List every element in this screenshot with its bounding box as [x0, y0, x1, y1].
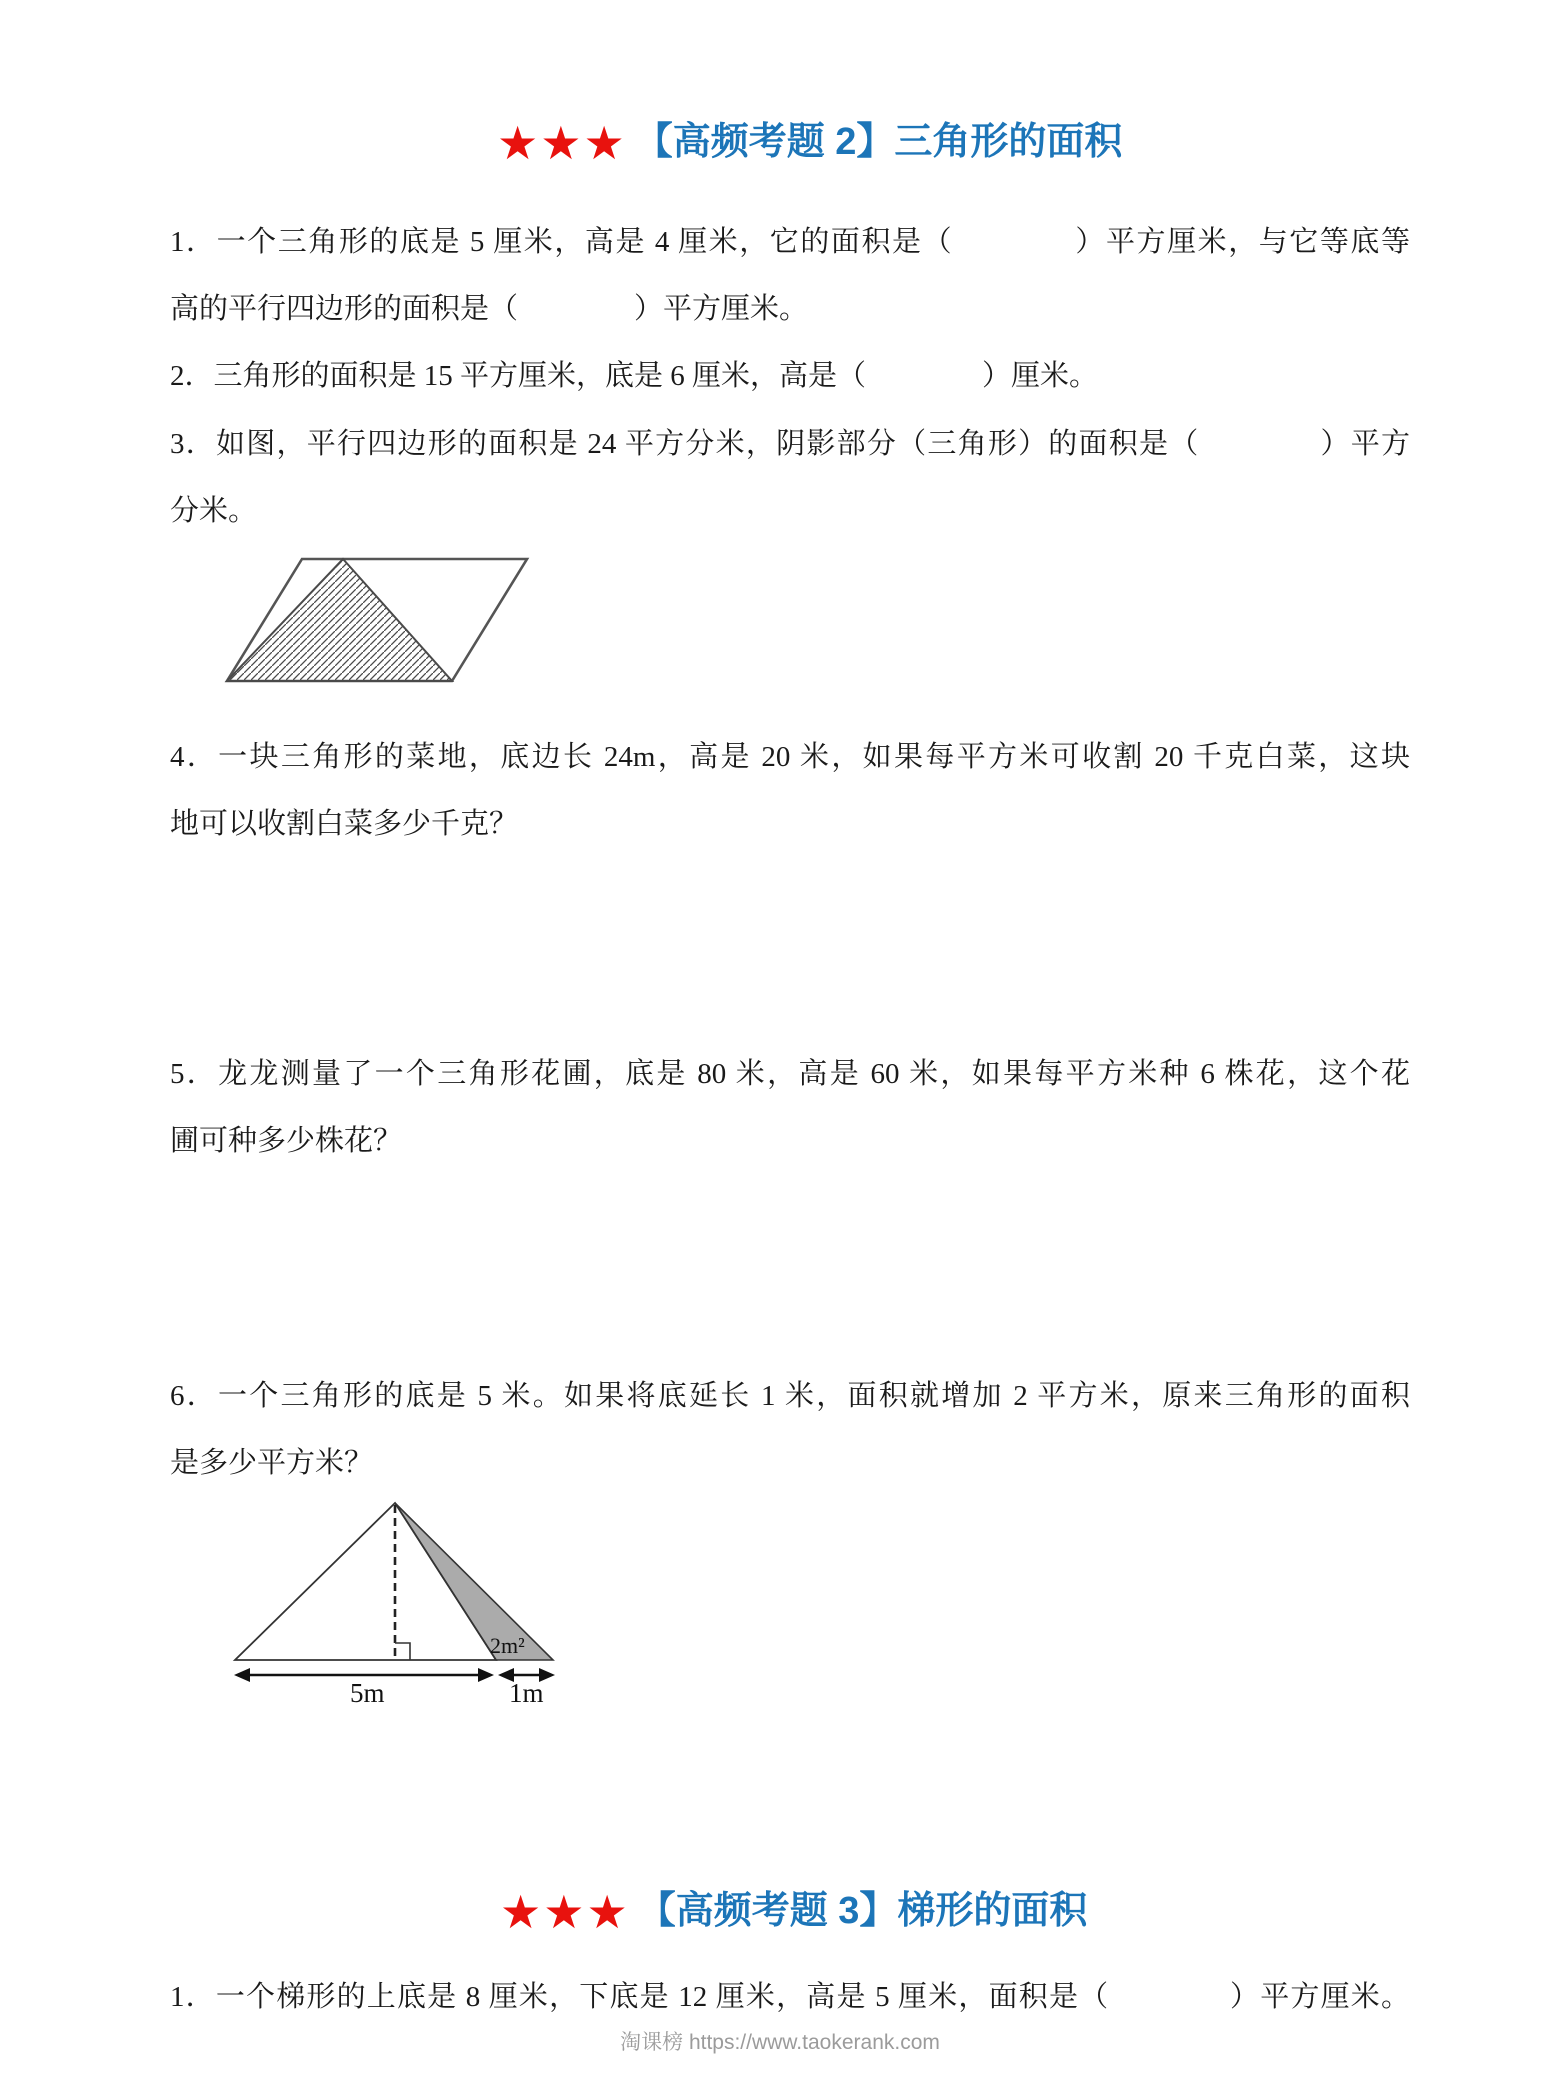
problem-3-line-1: 3．如图，平行四边形的面积是 24 平方分米，阴影部分（三角形）的面积是（ ）平方: [170, 428, 1410, 460]
problem-1-line-1: 1．一个三角形的底是 5 厘米，高是 4 厘米，它的面积是（ ）平方厘米，与它等底等: [170, 226, 1410, 258]
problem-6-line-1: 6．一个三角形的底是 5 米。如果将底延长 1 米，面积就增加 2 平方米，原来三角形的面积: [170, 1380, 1410, 1412]
triangle-svg: [226, 1496, 571, 1706]
footer-watermark: 淘课榜 https://www.taokerank.com: [620, 2031, 940, 2054]
section-title-text: 【高频考题 3】梯形的面积: [637, 1890, 1088, 1933]
three-stars-icon: ★★★: [497, 116, 627, 170]
base-arrow-right-head: [478, 1668, 494, 1682]
problem-2-line-1: 2．三角形的面积是 15 平方厘米，底是 6 厘米，高是（ ）厘米。: [170, 360, 1099, 392]
parallelogram-figure: [223, 554, 535, 693]
base-length-label: 5m: [350, 1678, 385, 1706]
three-stars-icon: ★★★: [500, 1885, 630, 1939]
triangle-figure: [226, 1496, 571, 1711]
problem-5-line-1: 5．龙龙测量了一个三角形花圃，底是 80 米，高是 60 米，如果每平方米种 6 株花，这个花: [170, 1058, 1410, 1090]
extension-length-label: 1m: [509, 1678, 544, 1706]
section-title-trapezoid-area: [500, 1885, 1088, 1939]
problem-4-line-1: 4．一块三角形的菜地，底边长 24m，高是 20 米，如果每平方米可收割 20 千克白菜，这块: [170, 741, 1410, 773]
section-title-text: 【高频考题 2】三角形的面积: [634, 121, 1123, 164]
problem-6-line-2: 是多少平方米？: [170, 1447, 374, 1479]
parallelogram-svg: [223, 554, 535, 688]
trapezoid-problem-1-line-1: 1．一个梯形的上底是 8 厘米，下底是 12 厘米，高是 5 厘米，面积是（ ）平方厘米。: [170, 1981, 1410, 2013]
problem-5-line-2: 圃可种多少株花？: [170, 1125, 403, 1157]
problem-4-line-2: 地可以收割白菜多少千克？: [170, 808, 519, 840]
right-angle-marker: [395, 1643, 410, 1660]
base-arrow-left-head: [234, 1668, 250, 1682]
gray-area-triangle: [395, 1503, 553, 1660]
problem-1-line-2: 高的平行四边形的面积是（ ）平方厘米。: [170, 293, 809, 325]
shaded-triangle: [227, 559, 452, 681]
section-title-triangle-area: [497, 116, 1123, 170]
added-area-label: 2m²: [490, 1633, 525, 1658]
problem-3-line-2: 分米。: [170, 495, 258, 527]
